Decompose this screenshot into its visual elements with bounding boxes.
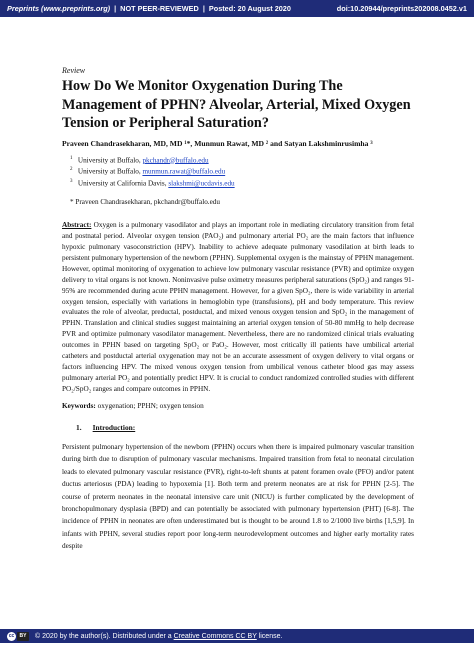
affiliation-list [70, 154, 414, 190]
source-label[interactable]: Preprints (www.preprints.org) [7, 4, 111, 13]
separator: | [114, 4, 117, 13]
paper-body [62, 66, 414, 560]
abstract-paragraph [62, 220, 414, 395]
email-link[interactable]: munmun.rawat@buffalo.edu [142, 167, 226, 176]
paper-title: How Do We Monitor Oxygenation During The Management of PPHN? Alveolar, Arterial, Mixed Oxygen Tension or Peripheral Saturation? [62, 78, 411, 131]
section-title: Introduction: [92, 422, 136, 432]
posted-date: Posted: 20 August 2020 [208, 4, 291, 13]
author-list: Praveen Chandrasekharan, MD, MD ¹*, Munmun Rawat, MD ² and Satyan Lakshminrusimha ³ [62, 138, 373, 148]
introduction-paragraph: Persistent pulmonary hypertension of the newborn (PPHN) occurs when there is impaired pulmonary vascular transition during birth due to disruption of pulmonary vascular mechanisms. Impaired transition from fetal to neonatal circulation leads to elevated pulmonary vascular resistance (PVR), right-to-left shunts at patent foramen ovale (PFO) and/or patent ductus arteriosus (PDA) leading to hypoxemia [1]. Both term and preterm neonates are at risk for PPHN [2-5]. The course of preterm neonates in the neonatal intensive care unit (NICU) is further complicated by the development of bronchopulmonary dysplasia (BPD) and can potentially be associated with pulmonary hypertension (PHT) [6-8]. The incidence of PPHN in neonates are often underestimated but is thought to be around 1.8 to 2/1000 live births [1,5,9]. In infants with PPHN, several studies report poor long-term neurodevelopment outcomes and higher early mortality rates despite [62, 442, 414, 551]
affiliation-item: $^2$ University at Buffalo, munmun.rawat@buffalo.edu [70, 167, 226, 176]
by-icon: BY [17, 632, 29, 641]
doi-link[interactable]: doi:10.20944/preprints202008.0452.v1 [336, 4, 467, 13]
separator: | [202, 4, 205, 13]
preprint-banner [0, 0, 474, 17]
affiliation-item: $^3$ University at California Davis, slakshmi@ucdavis.edu [70, 179, 235, 188]
keywords [62, 402, 414, 410]
affiliation-item: $^1$ University at Buffalo, pkchandr@buffalo.edu [70, 155, 209, 164]
license-text: © 2020 by the author(s). Distributed under a Creative Commons CC BY license. [35, 632, 283, 640]
license-link[interactable]: Creative Commons CC BY [173, 632, 257, 640]
keywords-label: Keywords: [62, 401, 96, 410]
section-heading [76, 423, 414, 432]
keywords-text: oxygenation; PPHN; oxygen tension [95, 401, 204, 410]
email-link[interactable]: pkchandr@buffalo.edu [142, 155, 209, 164]
abstract-label: Abstract: [62, 221, 92, 230]
correspondence-note: * Praveen Chandrasekharan, pkchandr@buffalo.edu [70, 198, 220, 207]
article-type: Review [62, 66, 86, 75]
review-status: NOT PEER-REVIEWED [120, 4, 199, 13]
cc-by-badge[interactable] [7, 632, 29, 641]
email-link[interactable]: slakshmi@ucdavis.edu [168, 179, 235, 188]
license-footer [0, 629, 474, 643]
section-number: 1. [76, 422, 82, 432]
cc-icon: cc [8, 632, 15, 639]
abstract-text: Oxygen is a pulmonary vasodilator and plays an important role in mediating circulatory transition from fetal and postnatal period. Alveolar oxygen tension (PAO₂) and pulmonary arterial PO₂ are the main factors that influence hypoxic pulmonary vasoconstriction (HPV). Inability to achieve adequate pulmonary vasodilation at birth leads to persistent pulmonary hypertension of the newborn (PPHN). Supplemental oxygen is the mainstay of PPHN management. However, optimal monitoring of oxygenation to achieve low pulmonary vascular resistance (PVR) and optimize oxygen delivery to vital organs is not known. Noninvasive pulse oximetry measures peripheral saturations (SpO₂) and ranges 91-95% are recommended during acute PPHN management. However, for a given SpO₂, there is wide variability in arterial oxygen tension, especially with variations in hemoglobin type (transfusions), pH and body temperature. This review evaluates the role of alveolar, preductal, postductal, and mixed venous oxygen tension and SpO₂ in the management of PPHN. Translation and clinical studies suggest maintaining an arterial oxygen tension of 50-80 mmHg to help decrease PVR and optimize pulmonary vasodilator management. Nevertheless, there are no randomized clinical trials evaluating outcomes in PPHN based on targeting SpO₂ or PaO₂. However, most critically ill patients have umbilical arterial catheters and postductal arterial oxygenation may not be an accurate assessment of oxygen delivery to vital organs or factors influencing HPV. The mixed venous oxygen tension from umbilical venous catheter blood gas may assess pulmonary arterial PO₂ and potentially predict HPV. It is crucial to conduct randomized controlled studies with different PO₂/SpO₂ ranges and compare outcomes in PPHN. [62, 221, 414, 393]
